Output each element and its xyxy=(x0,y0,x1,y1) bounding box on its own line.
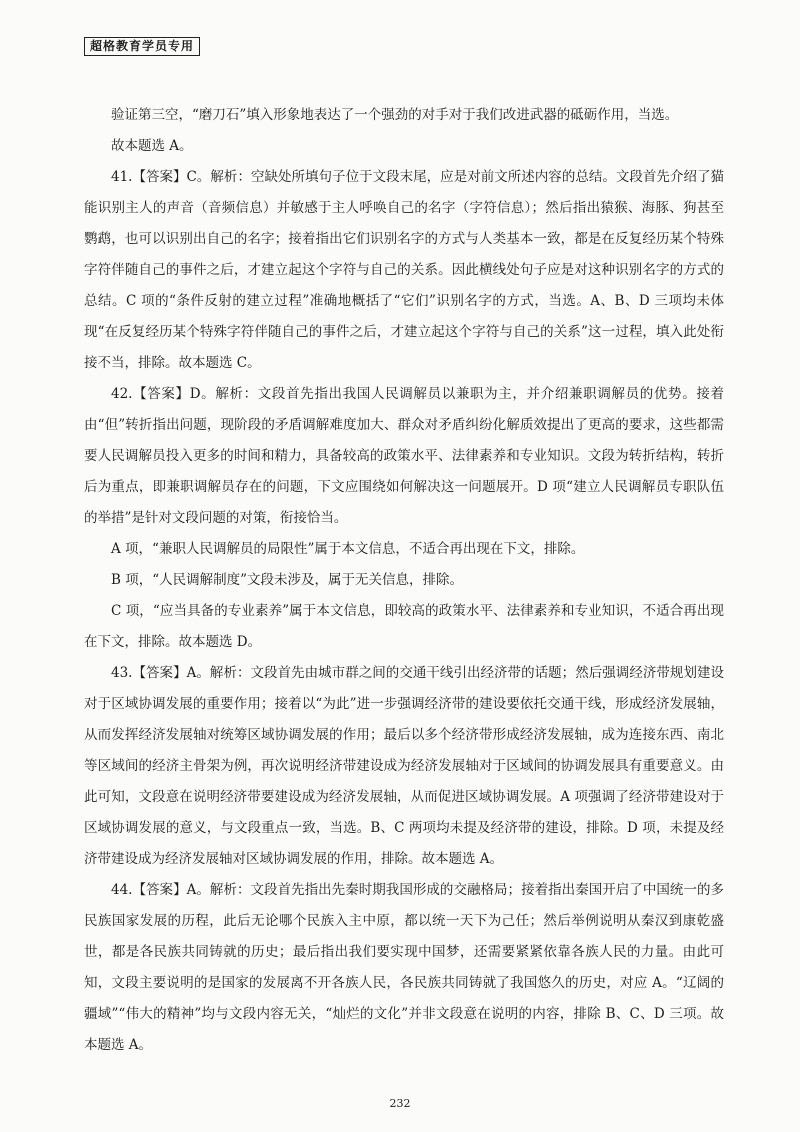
explanation-42: 42.【答案】D。解析：文段首先指出我国人民调解员以兼职为主，并介绍兼职调解员的优势。接着由“但”转折指出问题，现阶段的矛盾调解难度加大、群众对矛盾纠纷化解质效提出了更高的要求，这些都需要人民调解员投入更多的时间和精力，具备较高的政策水平、法律素养和专业知识。文段为转折结构，转折后为重点，即兼职调解员存在的问题，下文应围绕如何解决这一问题展开。D 项“建立人民调解员专职队伍的举措”是针对文段问题的对策，衔接恰当。 xyxy=(84,386,724,526)
paragraph: C 项，“应当具备的专业素养”属于本文信息，即较高的政策水平、法律素养和专业知识，不适合再出现在下文，排除。故本题选 D。 xyxy=(84,603,724,650)
paragraph: B 项，“人民调解制度”文段未涉及，属于无关信息，排除。 xyxy=(111,572,464,588)
paragraph: 故本题选 A。 xyxy=(111,138,193,154)
explanation-41: 41.【答案】C。解析：空缺处所填句子位于文段末尾，应是对前文所述内容的总结。文段首先介绍了猫能识别主人的声音（音频信息）并敏感于主人呼唤自己的名字（字符信息）；然后指出猿猴、海豚、狗甚至鹦鹉，也可以识别出自己的名字；接着指出它们识别名字的方式与人类基本一致，都是在反复经历某个特殊字符伴随自己的事件之后，才建立起这个字符与自己的关系。因此横线处句子应是对这种识别名字的方式的总结。C 项的“条件反射的建立过程”准确地概括了“它们”识别名字的方式，当选。A、B、D 三项均未体现“在反复经历某个特殊字符伴随自己的事件之后，才建立起这个字符与自己的关系”这一过程，填入此处衔接不当，排除。故本题选 C。 xyxy=(84,169,724,371)
paragraph: A 项，“兼职人民调解员的局限性”属于本文信息，不适合再出现在下文，排除。 xyxy=(111,541,585,557)
explanation-43: 43.【答案】A。解析：文段首先由城市群之间的交通干线引出经济带的话题；然后强调经济带规划建设对于区域协调发展的重要作用；接着以“为此”进一步强调经济带的建设要依托交通干线，形成经济发展轴，从而发挥经济发展轴对统筹区域协调发展的作用；最后以多个经济带形成经济发展轴，成为连接东西、南北等区域间的经济主骨架为例，再次说明经济带建设成为经济发展轴对于区域间的协调发展具有重要意义。由此可知，文段意在说明经济带要建设成为经济发展轴，从而促进区域协调发展。A 项强调了经济带建设对于区域协调发展的意义，与文段重点一致，当选。B、C 两项均未提及经济带的建设，排除。D 项，未提及经济带建设成为经济发展轴对区域协调发展的作用，排除。故本题选 A。 xyxy=(84,665,724,867)
page-number: 232 xyxy=(389,1097,411,1110)
paragraph: 验证第三空，“磨刀石”填入形象地表达了一个强劲的对手对于我们改进武器的砥砺作用，当选。 xyxy=(111,107,679,123)
answer-explanations xyxy=(84,100,724,1061)
explanation-44: 44.【答案】A。解析：文段首先指出先秦时期我国形成的交融格局；接着指出秦国开启了中国统一的多民族国家发展的历程，此后无论哪个民族入主中原，都以统一天下为己任；然后举例说明从秦汉到康乾盛世，都是各民族共同铸就的历史；最后指出我们要实现中国梦，还需要紧紧依靠各族人民的力量。由此可知，文段主要说明的是国家的发展离不开各族人民，各民族共同铸就了我国悠久的历史，对应 A。“辽阔的疆域”“伟大的精神”均与文段内容无关，“灿烂的文化”并非文段意在说明的内容，排除 B、C、D 三项。故本题选 A。 xyxy=(84,882,724,1053)
watermark-stamp: 超格教育学员专用 xyxy=(84,37,200,56)
